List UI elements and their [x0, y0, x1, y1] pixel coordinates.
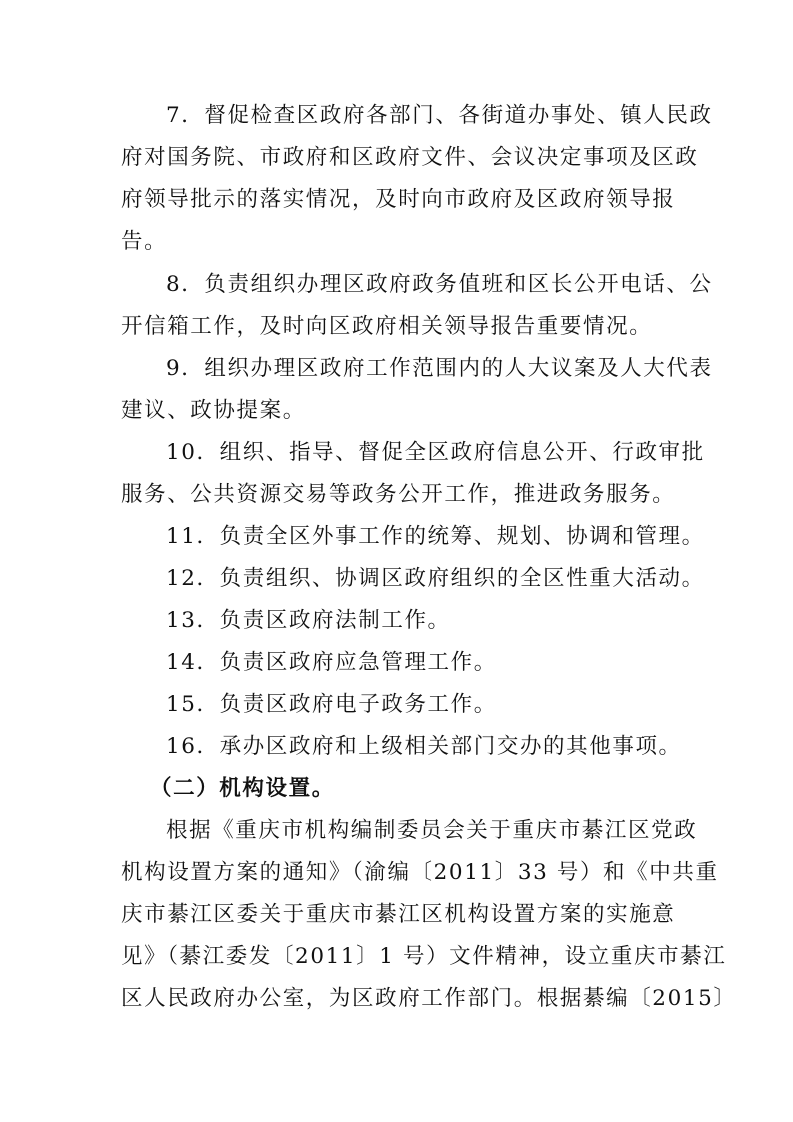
duty-16: 16．承办区政府和上级相关部门交办的其他事项。: [166, 734, 682, 759]
duty-10-line-1: 10．组织、指导、督促全区政府信息公开、行政审批: [166, 440, 705, 465]
duty-7-line-1: 7．督促检查区政府各部门、各街道办事处、镇人民政: [166, 103, 713, 128]
setup-paragraph-line-1: 根据《重庆市机构编制委员会关于重庆市綦江区党政: [166, 818, 698, 843]
setup-paragraph-line-5: 区人民政府办公室，为区政府工作部门。根据綦编〔2015〕: [121, 986, 737, 1011]
duty-7-line-2: 府对国务院、市政府和区政府文件、会议决定事项及区政: [121, 145, 699, 170]
duty-13: 13．负责区政府法制工作。: [166, 608, 451, 633]
duty-9-line-2: 建议、政协提案。: [121, 398, 306, 423]
duty-12: 12．负责组织、协调区政府组织的全区性重大活动。: [166, 566, 705, 591]
setup-paragraph-line-4: 见》（綦江委发〔2011〕1 号）文件精神，设立重庆市綦江: [121, 944, 727, 969]
duty-7-line-4: 告。: [121, 229, 168, 254]
setup-paragraph-line-2: 机构设置方案的通知》（渝编〔2011〕33 号）和《中共重: [121, 860, 719, 885]
duty-14: 14．负责区政府应急管理工作。: [166, 650, 497, 675]
duty-7-line-3: 府领导批示的落实情况，及时向市政府及区政府领导报: [121, 187, 676, 212]
duty-10-line-2: 服务、公共资源交易等政务公开工作，推进政务服务。: [121, 482, 676, 507]
duty-15: 15．负责区政府电子政务工作。: [166, 692, 497, 717]
duty-8-line-1: 8．负责组织办理区政府政务值班和区长公开电话、公: [166, 272, 713, 297]
duty-9-line-1: 9．组织办理区政府工作范围内的人大议案及人大代表: [166, 356, 713, 381]
section-heading: （二）机构设置。: [150, 776, 335, 801]
duty-8-line-2: 开信箱工作，及时向区政府相关领导报告重要情况。: [121, 314, 653, 339]
setup-paragraph-line-3: 庆市綦江区委关于重庆市綦江区机构设置方案的实施意: [121, 902, 676, 927]
duty-11: 11．负责全区外事工作的统筹、规划、协调和管理。: [166, 524, 705, 549]
